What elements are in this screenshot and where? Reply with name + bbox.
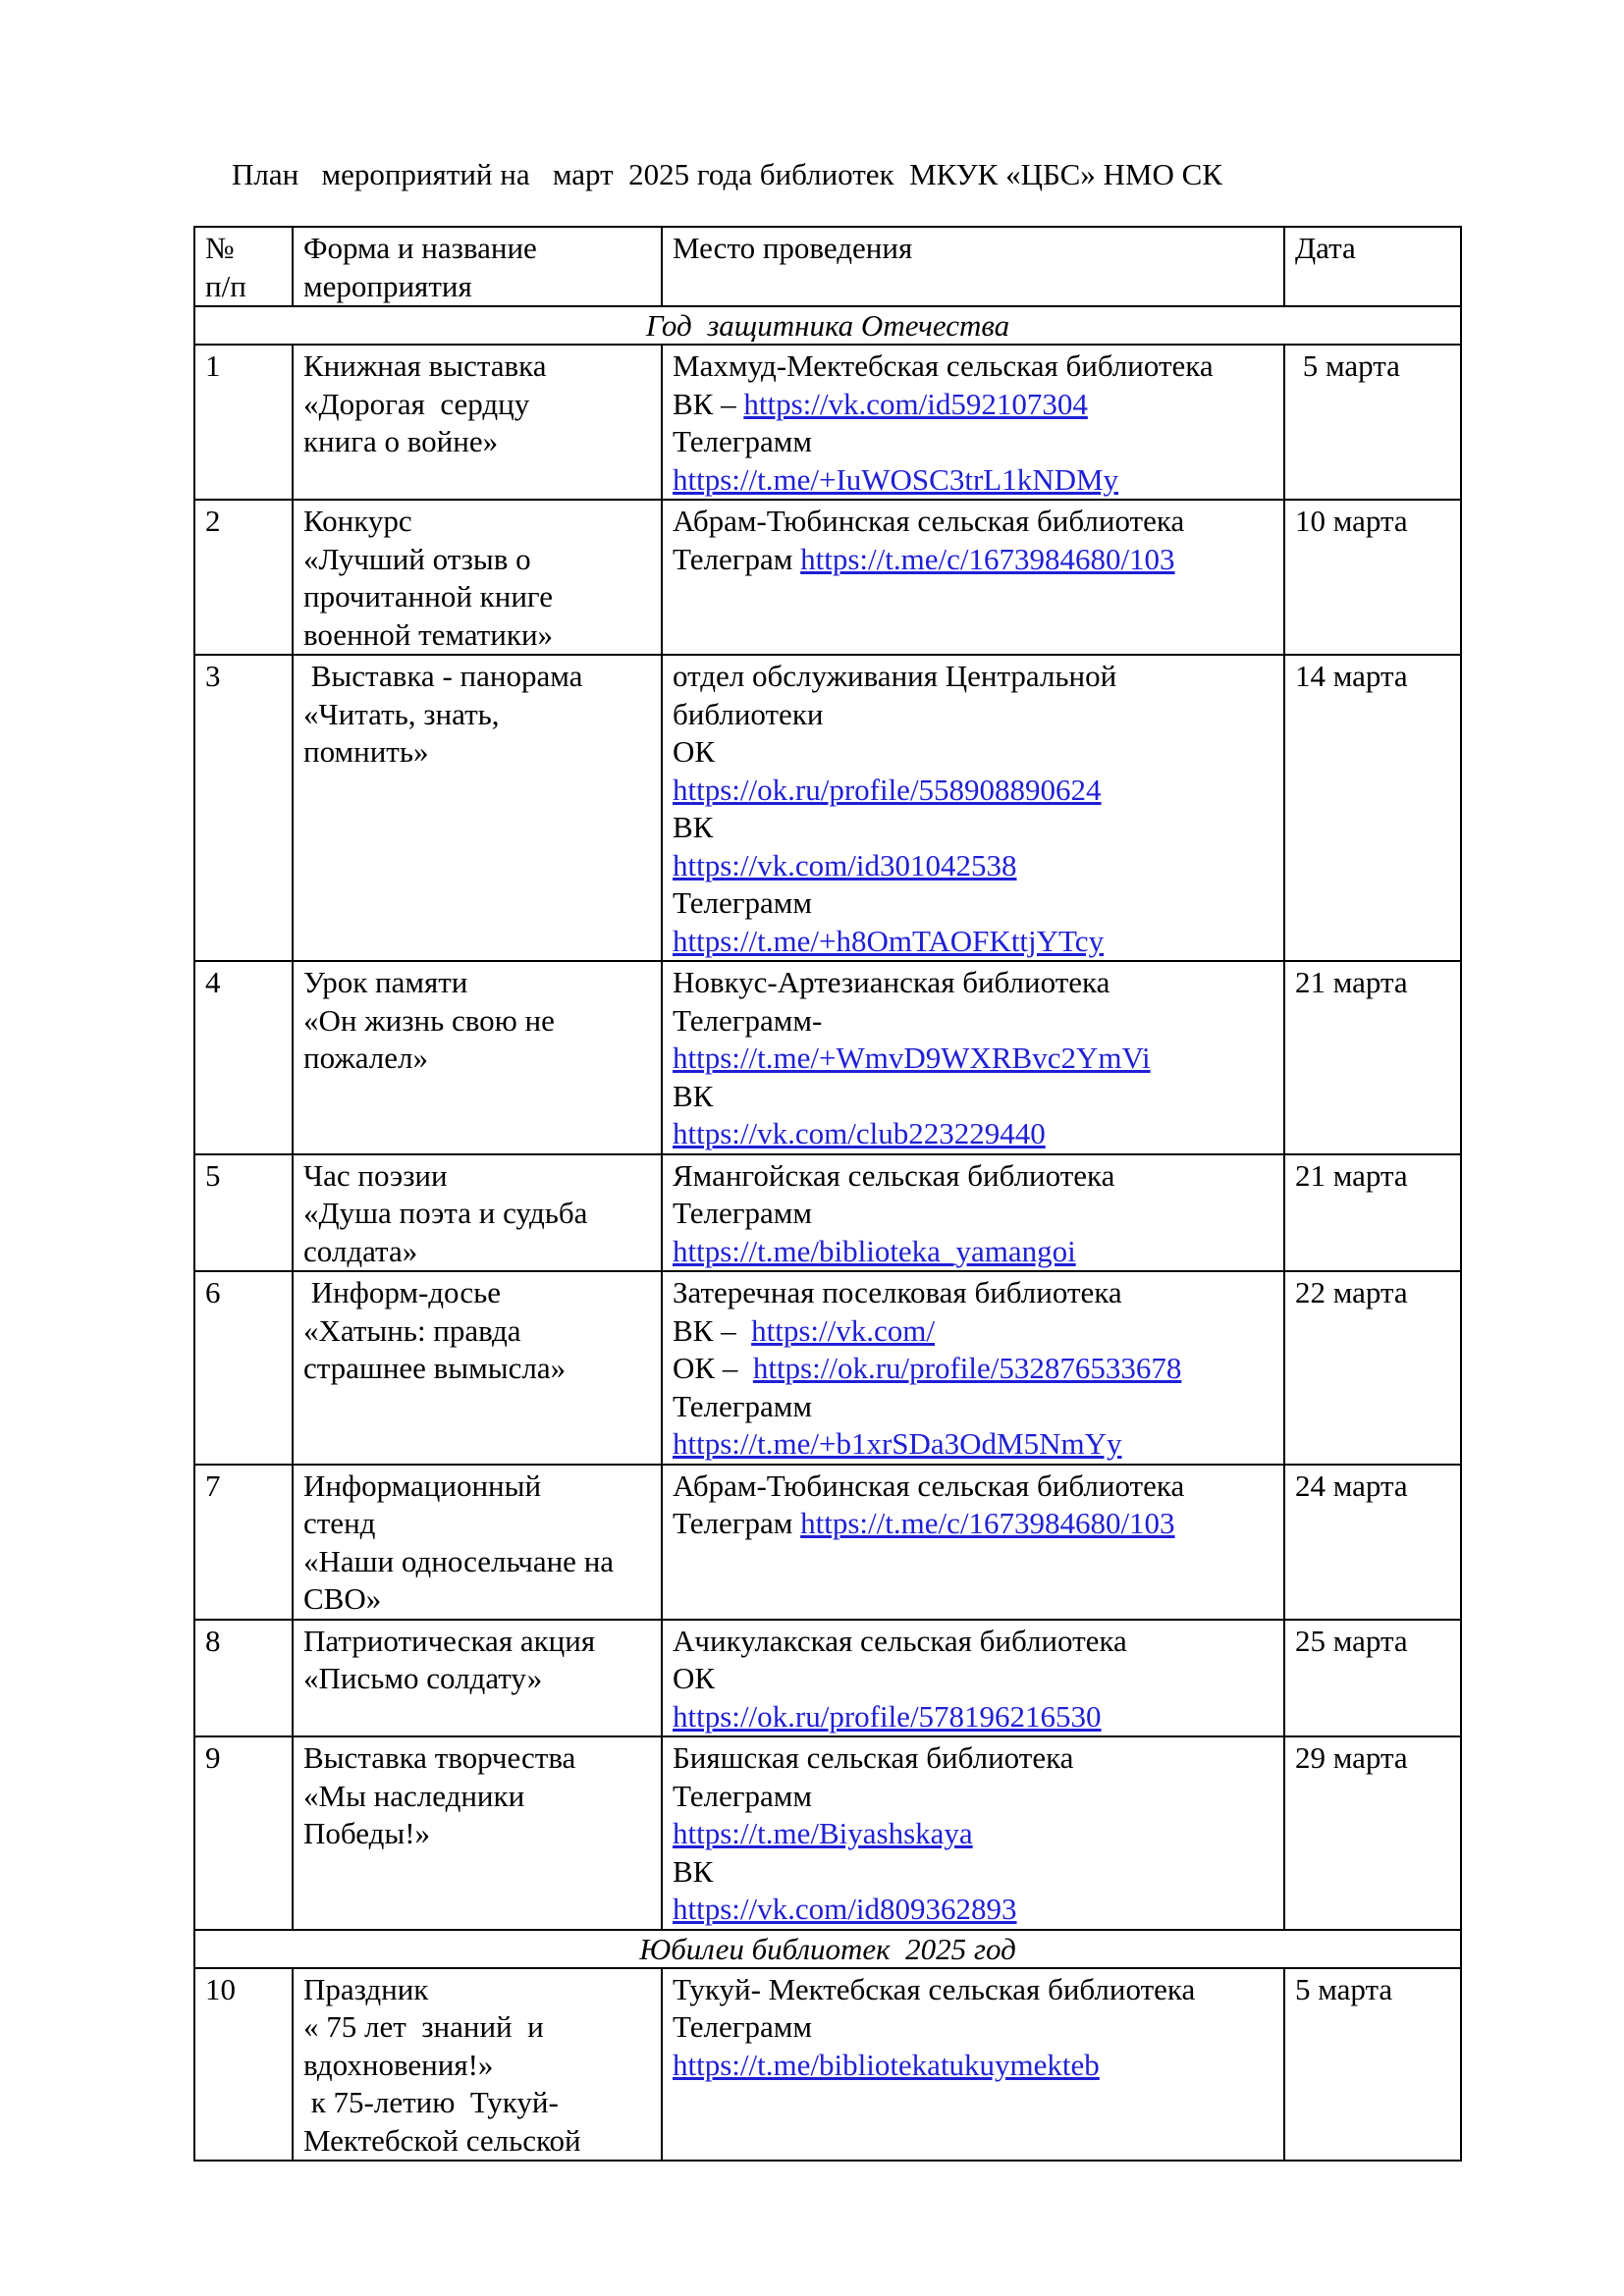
vk-link[interactable]: https://vk.com/club223229440 [673, 1116, 1046, 1150]
telegram-link[interactable]: https://t.me/biblioteka_yamangoi [673, 1233, 1076, 1268]
ok-link[interactable]: https://ok.ru/profile/558908890624 [673, 772, 1102, 807]
table-row [194, 1465, 1461, 1620]
row-date: 5 марта [1284, 1968, 1461, 2162]
row-num: 5 [194, 1154, 293, 1272]
row-place: отдел обслуживания Центральной библиотеки ОК https://ok.ru/profile/558908890624 ВК https://vk.com/id301042538 Телеграмм https://t.me/+h8OmTAOFKttjYTcy [662, 655, 1284, 961]
telegram-link[interactable]: https://t.me/bibliotekatukuymekteb [673, 2047, 1100, 2082]
row-place: Ачикулакская сельская библиотека ОК https://ok.ru/profile/578196216530 [662, 1620, 1284, 1737]
row-form: Патриотическая акция «Письмо солдату» [293, 1620, 662, 1737]
row-form: Информационный стенд «Наши односельчане на СВО» [293, 1465, 662, 1620]
row-form: Праздник « 75 лет знаний и вдохновения!» к 75-летию Тукуй- Мектебской сельской [293, 1968, 662, 2162]
row-date: 25 марта [1284, 1620, 1461, 1737]
row-place: Бияшская сельская библиотека Телеграмм https://t.me/Biyashskaya ВК https://vk.com/id809362893 [662, 1736, 1284, 1930]
row-num: 7 [194, 1465, 293, 1620]
page-title: План мероприятий на март 2025 года библиотек МКУК «ЦБС» НМО СК [232, 157, 1222, 191]
telegram-link[interactable]: https://t.me/c/1673984680/103 [800, 1506, 1175, 1540]
row-form: Выставка - панорама «Читать, знать, помнить» [293, 655, 662, 961]
section-title: Юбилеи библиотек 2025 год [194, 1930, 1461, 1968]
row-date: 22 марта [1284, 1271, 1461, 1465]
events-table [193, 226, 1462, 2162]
table-header-row [194, 227, 1461, 306]
row-date: 21 марта [1284, 961, 1461, 1154]
table-row [194, 345, 1461, 500]
section-row [194, 306, 1461, 345]
ok-link[interactable]: https://ok.ru/profile/578196216530 [673, 1698, 1102, 1734]
row-place: Новкус-Артезианская библиотека Телеграмм- https://t.me/+WmvD9WXRBvc2YmVi ВК https://vk.com/club223229440 [662, 961, 1284, 1154]
vk-link[interactable]: https://vk.com/ [751, 1312, 935, 1348]
row-date: 14 марта [1284, 655, 1461, 961]
header-place: Место проведения [662, 227, 1284, 306]
row-num: 6 [194, 1271, 293, 1465]
row-place: Ямангойская сельская библиотека Телеграмм https://t.me/biblioteka_yamangoi [662, 1154, 1284, 1272]
vk-link[interactable]: https://vk.com/id809362893 [673, 1892, 1017, 1926]
telegram-link[interactable]: https://t.me/+IuWOSC3trL1kNDMy [673, 461, 1119, 497]
vk-link[interactable]: https://vk.com/id592107304 [743, 386, 1088, 421]
header-date: Дата [1284, 227, 1461, 306]
header-form: Форма и название мероприятия [293, 227, 662, 306]
row-place: Тукуй- Мектебская сельская библиотека Телеграмм https://t.me/bibliotekatukuymekteb [662, 1968, 1284, 2162]
table-row [194, 655, 1461, 961]
row-num: 1 [194, 345, 293, 500]
row-place: Абрам-Тюбинская сельская библиотека Телеграм https://t.me/c/1673984680/103 [662, 500, 1284, 655]
header-num: № п/п [194, 227, 293, 306]
table-row [194, 500, 1461, 655]
table-row [194, 1620, 1461, 1737]
row-form: Урок памяти «Он жизнь свою не пожалел» [293, 961, 662, 1154]
section-title: Год защитника Отечества [194, 306, 1461, 345]
telegram-link[interactable]: https://t.me/+WmvD9WXRBvc2YmVi [673, 1041, 1151, 1075]
row-num: 8 [194, 1620, 293, 1737]
row-form: Информ-досье «Хатынь: правда страшнее вымысла» [293, 1271, 662, 1465]
row-num: 10 [194, 1968, 293, 2162]
table-row [194, 961, 1461, 1154]
telegram-link[interactable]: https://t.me/+h8OmTAOFKttjYTcy [673, 923, 1105, 958]
row-date: 24 марта [1284, 1465, 1461, 1620]
row-num: 2 [194, 500, 293, 655]
table-row [194, 1736, 1461, 1930]
row-date: 10 марта [1284, 500, 1461, 655]
row-form: Конкурс «Лучший отзыв о прочитанной книге военной тематики» [293, 500, 662, 655]
vk-link[interactable]: https://vk.com/id301042538 [673, 847, 1017, 882]
row-num: 3 [194, 655, 293, 961]
ok-link[interactable]: https://ok.ru/profile/532876533678 [752, 1351, 1182, 1385]
row-date: 5 марта [1284, 345, 1461, 500]
row-date: 29 марта [1284, 1736, 1461, 1930]
row-num: 4 [194, 961, 293, 1154]
table-row [194, 1968, 1461, 2162]
row-place: Махмуд-Мектебская сельская библиотека ВК – https://vk.com/id592107304 Телеграмм https://t.me/+IuWOSC3trL1kNDMy [662, 345, 1284, 500]
row-place: Абрам-Тюбинская сельская библиотека Телеграм https://t.me/c/1673984680/103 [662, 1465, 1284, 1620]
row-num: 9 [194, 1736, 293, 1930]
table-row [194, 1154, 1461, 1272]
row-form: Выставка творчества «Мы наследники Победы!» [293, 1736, 662, 1930]
row-place: Затеречная поселковая библиотека ВК – https://vk.com/ ОК – https://ok.ru/profile/532876533678 Телеграмм https://t.me/+b1xrSDa3OdM5NmYy [662, 1271, 1284, 1465]
row-date: 21 марта [1284, 1154, 1461, 1272]
section-row [194, 1930, 1461, 1968]
telegram-link[interactable]: https://t.me/c/1673984680/103 [800, 541, 1175, 576]
row-form: Час поэзии «Душа поэта и судьба солдата» [293, 1154, 662, 1272]
row-form: Книжная выставка «Дорогая сердцу книга о войне» [293, 345, 662, 500]
telegram-link[interactable]: https://t.me/Biyashskaya [673, 1816, 973, 1850]
table-row [194, 1271, 1461, 1465]
telegram-link[interactable]: https://t.me/+b1xrSDa3OdM5NmYy [673, 1426, 1122, 1461]
